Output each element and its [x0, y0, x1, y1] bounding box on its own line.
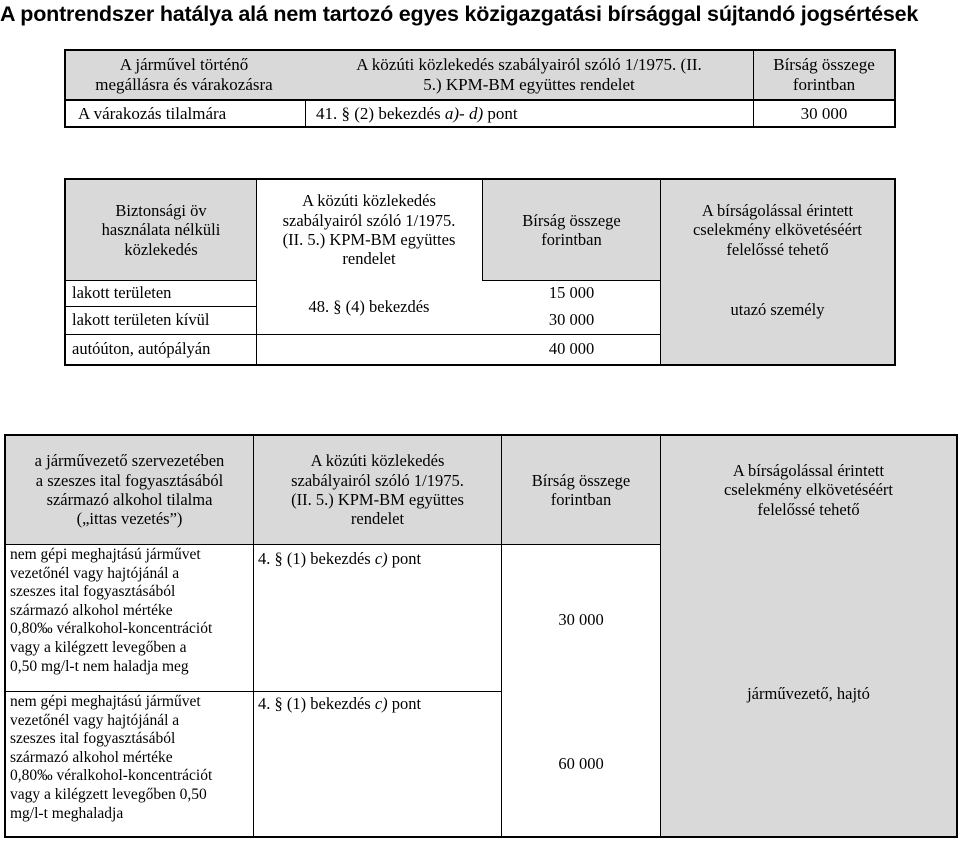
- table3-header-responsible-line: cselekmény elkövetéséért: [723, 480, 894, 500]
- table3-header-responsible-line: A bírságolással érintett: [732, 461, 885, 481]
- table3-violation-above-limit-line: nem gépi meghajtású járművet: [10, 693, 201, 710]
- table3-violation-above-limit-line: származó alkohol mértéke: [10, 748, 173, 766]
- table3-header-fine-line: forintban: [550, 490, 612, 509]
- table3-violation-above-limit-line: mg/l-t meghaladja: [10, 804, 124, 822]
- table1-header-violation: A járművel történő megállásra és várakozásra: [95, 55, 273, 94]
- table2-header-provision-line: szabályairól szóló 1/1975.: [282, 210, 456, 230]
- table3-header-violation-line: a szeszes ital fogyasztásából: [35, 470, 224, 490]
- table1-fine-cell: 30 000: [800, 103, 848, 123]
- table3-header-provision-line: szabályairól szóló 1/1975.: [291, 470, 464, 490]
- table2-fine-rural: 30 000: [548, 310, 595, 330]
- table2-responsible-cell: utazó személy: [730, 300, 825, 320]
- table3-violation-below-limit-line: 0,50 mg/l-t nem haladja meg: [10, 657, 189, 675]
- table3-violation-below-limit-line: szeszes ital fogyasztásából: [10, 583, 176, 601]
- table3-violation-below-limit-line: származó alkohol mértéke: [10, 601, 173, 619]
- table3-header-violation: [6, 436, 253, 544]
- table2-provision-cell: 48. § (4) bekezdés: [308, 297, 430, 317]
- table2-header-provision-line: A közúti közlekedés: [302, 191, 436, 211]
- table3-violation-below-limit-line: 0,80‰ véralkohol-koncentrációt: [10, 620, 213, 638]
- table3-header-provision-line: (II. 5.) KPM-BM együttes: [291, 490, 464, 509]
- table2-header-responsible: [661, 182, 894, 278]
- table2-place-urban: lakott területen: [72, 283, 172, 303]
- table2-header-violation-line: Biztonsági öv: [115, 201, 207, 221]
- table3-header-responsible-line: felelőssé tehető: [757, 499, 860, 519]
- table3-violation-below-limit: [10, 546, 252, 676]
- table3-header-violation-line: a járművezető szervezetében: [34, 451, 225, 471]
- table2-place-motorway: autóúton, autópályán: [72, 339, 211, 359]
- table2-header-fine-line: forintban: [541, 230, 602, 249]
- table2-fine-motorway: 40 000: [548, 339, 595, 359]
- table2-header-responsible-line: cselekmény elkövetéséért: [692, 220, 863, 240]
- table2-header-provision-line: (II. 5.) KPM-BM együttes: [282, 230, 456, 249]
- table2-header-violation-line: használata nélküli: [101, 220, 221, 240]
- table3-header-responsible: [661, 436, 956, 544]
- table3-violation-below-limit-line: nem gépi meghajtású járművet: [10, 546, 201, 563]
- page-title: A pontrendszer hatálya alá nem tartozó egyes közigazgatási bírsággal sújtandó jogsértések: [0, 2, 919, 26]
- table2-fine-urban: 15 000: [548, 283, 595, 303]
- table3-header-provision: [254, 436, 501, 544]
- table1-violation-cell: A várakozás tilalmára: [78, 103, 227, 123]
- table3-header-provision-line: rendelet: [350, 509, 405, 529]
- table1-header-provision: A közúti közlekedés szabályairól szóló 1/1975. (II. 5.) KPM-BM együttes rendelet: [356, 55, 702, 94]
- table2-header-provision-line: rendelet: [342, 249, 396, 269]
- table2-header-responsible-line: A bírságolással érintett: [701, 201, 854, 221]
- table3-header-violation-line: származó alkohol tilalma: [46, 490, 213, 509]
- table3-provision-below-limit: 4. § (1) bekezdés c) pont: [258, 549, 422, 568]
- table3-violation-above-limit-line: 0,80‰ véralkohol-koncentrációt: [10, 767, 213, 785]
- table2-header-responsible-line: felelőssé tehető: [726, 239, 829, 259]
- table3-violation-below-limit-line: vagy a kilégzett levegőben a: [10, 638, 187, 656]
- table1-header-fine: Bírság összege forintban: [773, 55, 875, 94]
- table1-provision-cell: 41. § (2) bekezdés a)- d) pont: [316, 103, 518, 123]
- table2-header-violation-line: közlekedés: [124, 239, 198, 259]
- table2-header-provision: [257, 180, 481, 280]
- table3-fine-below-limit: 30 000: [558, 610, 604, 630]
- table2-header-violation: [66, 182, 256, 278]
- table3-header-violation-line: („ittas vezetés”): [76, 509, 183, 529]
- table2-place-rural: lakott területen kívül: [72, 310, 210, 330]
- table3-header-fine: [502, 436, 660, 544]
- table3-violation-below-limit-line: vezetőnél vagy hajtójánál a: [10, 564, 180, 582]
- table3-violation-above-limit-line: vezetőnél vagy hajtójánál a: [10, 711, 180, 729]
- table3-fine-above-limit: 60 000: [558, 754, 604, 774]
- table2-header-fine-line: Bírság összege: [522, 210, 621, 230]
- table3-header-fine-line: Bírság összege: [531, 470, 631, 490]
- table3-header-provision-line: A közúti közlekedés: [310, 451, 445, 471]
- table3-responsible-cell: járművezető, hajtó: [747, 684, 870, 704]
- table3-violation-above-limit-line: vagy a kilégzett levegőben 0,50: [10, 785, 207, 803]
- table2-header-fine: [483, 182, 660, 278]
- table3-provision-above-limit: 4. § (1) bekezdés c) pont: [258, 694, 422, 713]
- table3-violation-above-limit-line: szeszes ital fogyasztásából: [10, 730, 176, 748]
- table3-violation-above-limit: [10, 693, 252, 823]
